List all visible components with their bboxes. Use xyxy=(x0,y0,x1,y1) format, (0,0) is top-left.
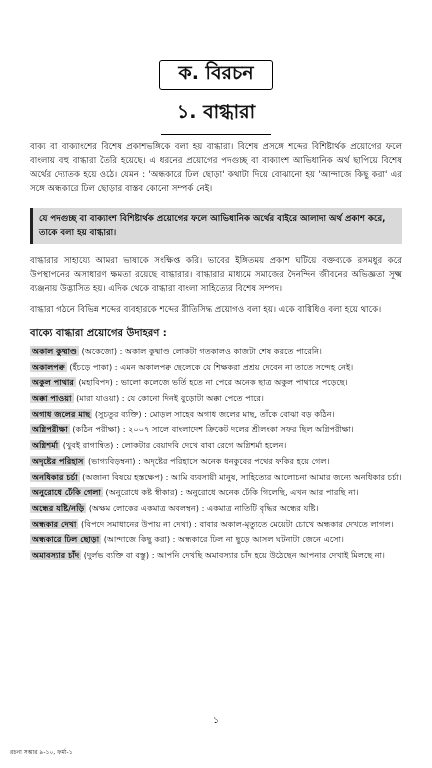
example-sentence: অকাল কুষ্মাণ্ড লোকটা গতকালও কাজটা শেষ করতে পারেনি। xyxy=(125,346,322,356)
example-term: অন্ধকারে ঢিল ছোড়া xyxy=(32,534,100,545)
page-number: ১ xyxy=(213,716,219,726)
chapter-title: ক. বিরচন xyxy=(159,60,273,90)
example-item xyxy=(30,407,402,422)
example-meaning: (মহাবিপদ) : xyxy=(75,377,121,388)
example-sentence: অদৃষ্টের পরিহাসে অনেক ধনকুবের পথের ফকির হয়ে গেল। xyxy=(143,455,330,466)
example-meaning: (খুবই রাগান্বিত) : xyxy=(60,440,122,451)
example-meaning: (অজানা বিষয়ে হস্তক্ষেপ) : xyxy=(79,471,171,482)
footer-text: রচনা সম্ভার ৯-১০, ফর্মা-১ xyxy=(10,749,73,756)
example-term: অগ্নিশর্মা xyxy=(32,440,59,451)
example-meaning: (সুচতুর ব্যক্তি) : xyxy=(92,408,150,419)
example-item xyxy=(30,454,402,469)
example-item xyxy=(30,548,402,563)
example-sentence: ভালো কলেজে ভর্তি হতে না পেরে অনেক ছাত্র অকুল পাথারে পড়েছে। xyxy=(120,377,348,388)
page-content xyxy=(30,60,402,564)
example-term: অকালপক্ব xyxy=(32,361,65,372)
example-term: অমাবস্যার চাঁদ xyxy=(32,549,80,560)
example-item xyxy=(30,501,402,516)
example-item xyxy=(30,485,402,500)
example-meaning: (আন্দাজে কিছু করা) : xyxy=(101,534,179,545)
example-meaning: (অকেজো) : xyxy=(78,346,126,356)
example-sentence: মোড়ল সাহেব অগাধ জলের মাছ, তাঁকে বোঝা বড় কঠিন। xyxy=(149,408,335,419)
example-sentence: লোকটার বেয়াদবি দেখে বাবা রেগে অগ্নিশর্মা হলেন। xyxy=(121,440,287,451)
example-term: অনুরোধে ঢেঁকি গেলা xyxy=(32,487,101,498)
example-term: অকুল পাথার xyxy=(32,377,74,388)
example-term: অন্ধকার দেখা xyxy=(32,518,77,529)
example-meaning: (দুর্লভ ব্যক্তি বা বস্তু) : xyxy=(81,549,158,560)
example-term: অক্কা পাওয়া xyxy=(32,393,72,404)
example-item xyxy=(30,375,402,390)
example-meaning: (ভাগ্যবিড়ম্বনা) : xyxy=(85,455,144,466)
example-meaning: (কঠিন পরীক্ষা) : xyxy=(69,424,129,435)
example-term: অনধিকার চর্চা xyxy=(32,471,78,482)
paragraph-3: বাগ্ধারা গঠনে বিভিন্ন শব্দের ব্যবহারকে শব্দের রীতিসিদ্ধ প্রয়োগও বলা হয়। একে বাগ্বিধিও বলা হয়ে থাকে। xyxy=(30,305,382,315)
example-term: অগ্নিপরীক্ষা xyxy=(32,424,68,435)
example-sentence: যে কোনো দিনই বুড়োটা অক্কা পেতে পারে। xyxy=(127,393,264,404)
example-meaning: (অনুরোধে কষ্ট স্বীকার) : xyxy=(102,487,186,498)
example-item xyxy=(30,438,402,453)
example-sentence: আমি ব্যবসায়ী মানুষ, সাহিত্যের আলোচনা আমার জন্যে অনধিকার চর্চা। xyxy=(171,471,402,482)
example-item xyxy=(30,470,402,485)
example-meaning: (মারা যাওয়া) : xyxy=(73,393,128,404)
example-meaning: (অক্ষম লোকের একমাত্র অবলম্বন) : xyxy=(86,502,207,513)
example-sentence: একমাত্র নাতিটি বৃদ্ধির অন্ধের যষ্টি। xyxy=(206,502,319,513)
example-sentence: ২০০৭ সালে বাংলাদেশ ক্রিকেট দলের শ্রীলংকা সফর ছিল অগ্নিপরীক্ষা। xyxy=(128,424,354,435)
example-sentence: বাবার অকাল-মৃত্যুতে মেয়েটা চোখে অন্ধকার দেখতে লাগল। xyxy=(199,518,394,529)
definition-box: যে পদগুচ্ছ বা বাক্যাংশ বিশিষ্টার্থক প্রয়োগের ফলে আভিধানিক অর্থের বাইরে আলাদা অর্থ প্রকাশ করে, তাকে বলা হয় বাগ্ধারা। xyxy=(30,208,402,244)
example-item xyxy=(30,391,402,406)
example-term: অদৃষ্টের পরিহাস xyxy=(32,455,84,466)
intro-paragraph: বাক্য বা বাক্যাংশের বিশেষ প্রকাশভঙ্গিকে বলা হয় বাগ্ধারা। বিশেষ প্রসঙ্গে শব্দের বিশিষ্টার্থক প্রয়োগের ফলে বাংলায় বহু বাগ্ধারা তৈরি হয়েছে। এ ধরনের প্রয়োগের পদগুচ্ছ বা বাক্যাংশ আভিধানিক অর্থ ছাপিয়ে বিশেষ অর্থের দ্যোতক হয়ে ওঠে। যেমন : 'অন্ধকারে ঢিল ছোড়া' কথাটা দিয়ে বোঝানো হয় 'আন্দাজে কিছু করা' এর সঙ্গে অন্ধকারে ঢিল ছোড়ার বাস্তব কোনো সম্পর্ক নেই। xyxy=(30,142,402,194)
example-sentence: অন্ধকারে ঢিল না ছুড়ে আসল ঘটনাটা জেনে এসো। xyxy=(178,534,344,545)
example-term: অগাধ জলের মাছ xyxy=(32,408,91,419)
example-term: অকাল কুষ্মাণ্ড xyxy=(32,346,77,356)
example-item xyxy=(30,422,402,437)
example-item xyxy=(30,532,402,547)
example-term: অন্ধের যষ্টি/নড়ি xyxy=(32,502,85,513)
example-sentence: এমন অকালপক্ব ছেলেকে যে শিক্ষকরা প্রশ্রয় দেবেন না তাতে সন্দেহ নেই। xyxy=(120,361,354,372)
examples-heading: বাক্যে বাগ্ধারা প্রয়োগের উদাহরণ : xyxy=(30,328,167,339)
example-sentence: অনুরোধে অনেক ঢেঁকি গিলেছি, এখন আর পারছি না। xyxy=(185,487,359,498)
examples-list xyxy=(30,344,402,562)
paragraph-2: বাগ্ধারার সাহায্যে আমরা ভাষাকে সংক্ষিপ্ত করি। ভাবের ইঙ্গিতময় প্রকাশ ঘটিয়ে বক্তব্যকে রসমধুর করে উপস্থাপনের অসাধারণ ক্ষমতা রয়েছে বাগ্ধারার। বাগ্ধারার মাধ্যমে সমাজের দৈনন্দিন জীবনের অভিজ্ঞতা সূক্ষ্ম ব্যঞ্জনায় উদ্ভাসিত হয়। এদিক থেকে বাগ্ধারা বাংলা সাহিত্যের বিশেষ সম্পদ। xyxy=(30,256,402,294)
example-sentence: আপনি দেখছি অমাবস্যার চাঁদ হয়ে উঠেছেন আপনার দেখাই মিলছে না। xyxy=(157,549,385,560)
example-item xyxy=(30,517,402,532)
section-title: ১. বাগ্ধারা xyxy=(30,98,402,128)
example-meaning: (ইঁচড়ে পাকা) : xyxy=(66,361,121,372)
example-item xyxy=(30,360,402,375)
example-item xyxy=(30,344,402,359)
example-meaning: (বিপদে সমাধানের উপায় না দেখা) : xyxy=(78,518,200,529)
